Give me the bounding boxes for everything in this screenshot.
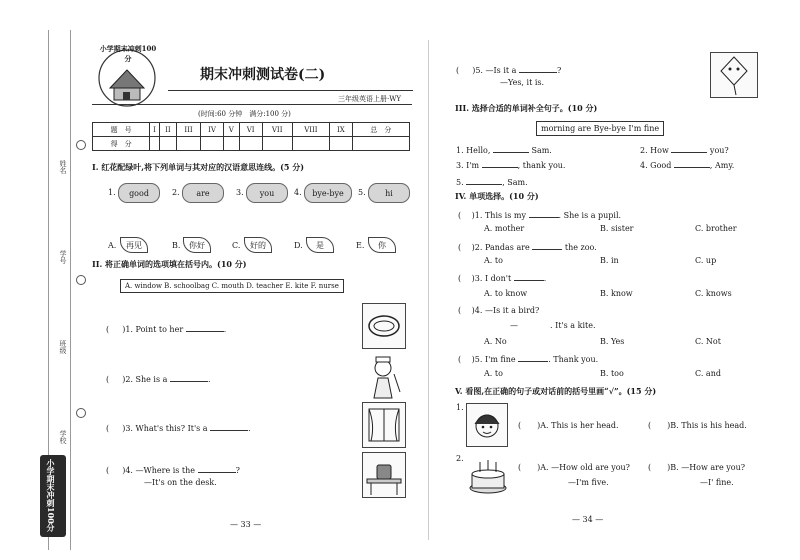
option-b: B. too xyxy=(600,369,624,378)
score-table-header-row xyxy=(93,123,410,137)
answer-blank[interactable] xyxy=(210,421,248,431)
item-3-2 xyxy=(640,143,729,155)
option-c: C. up xyxy=(695,256,717,265)
strip-badge-text: 小学期末冲刺100分 xyxy=(46,459,56,532)
window-picture xyxy=(362,402,406,448)
item-text: Sam. xyxy=(531,146,552,155)
item-punct: . xyxy=(223,325,227,334)
answer-blank[interactable] xyxy=(518,352,548,362)
cut-line-2 xyxy=(70,30,71,550)
word-cloud-5[interactable]: hi xyxy=(368,183,410,203)
page-number-left: — 33 — xyxy=(230,520,262,529)
score-cell[interactable] xyxy=(223,137,239,151)
schoolbag-picture xyxy=(362,452,406,498)
item-text: ( )5. I'm fine xyxy=(458,355,516,364)
item-5-1-option-a[interactable]: ( )A. This is her head. xyxy=(518,421,619,430)
title-rule xyxy=(168,90,413,91)
answer-blank[interactable] xyxy=(186,322,224,332)
page-divider xyxy=(428,40,429,540)
binding-hole-icon xyxy=(76,408,86,418)
option-a: A. to xyxy=(484,256,503,265)
answer-blank[interactable] xyxy=(532,240,562,250)
item-5-1-num: 1. xyxy=(456,403,464,412)
name-field-label: 姓名 xyxy=(59,160,67,174)
word-cloud-4[interactable]: bye-bye xyxy=(304,183,352,203)
word-3-num: 3. xyxy=(236,188,244,197)
item-punct: . xyxy=(248,424,251,433)
window-icon xyxy=(363,403,405,447)
table-cell: 题 号 xyxy=(93,123,150,137)
answer-blank[interactable] xyxy=(671,143,707,153)
binding-strip xyxy=(0,0,95,560)
item-text: —Is it a xyxy=(485,66,517,75)
item-text: . xyxy=(543,274,547,283)
item-4-4: ( )4. —Is it a bird? xyxy=(458,306,540,315)
item-text: 2. How xyxy=(640,146,669,155)
student-id-field-label: 学号 xyxy=(59,250,67,264)
section-2-word-bank: A. window B. schoolbag C. mouth D. teacher E. kite F. nurse xyxy=(120,279,344,293)
item-number: ( )4. xyxy=(106,466,133,475)
item-2-5-answer: —Yes, it is. xyxy=(500,78,545,87)
word-5-num: 5. xyxy=(358,188,366,197)
item-number: ( )2. xyxy=(106,375,133,384)
meaning-d-letter: D. xyxy=(294,241,303,250)
item-5-2-num: 2. xyxy=(456,454,464,463)
answer-blank[interactable] xyxy=(493,143,529,153)
option-c: C. brother xyxy=(695,224,737,233)
item-punct: ? xyxy=(556,66,562,75)
item-punct: . xyxy=(207,375,211,384)
meaning-e-letter: E. xyxy=(356,241,365,250)
item-text: 3. I'm xyxy=(456,161,480,170)
section-2-title: II. 将正确单词的选项填在括号内。(10 分) xyxy=(92,259,247,269)
item-2-5 xyxy=(456,63,561,76)
answer-blank[interactable] xyxy=(198,463,236,473)
score-cell[interactable] xyxy=(262,137,292,151)
kite-picture xyxy=(710,52,758,98)
logo-text: 小学期末冲刺100分 xyxy=(99,44,157,63)
score-table xyxy=(92,122,410,151)
item-3-5 xyxy=(456,175,528,187)
table-cell: V xyxy=(223,123,239,137)
meaning-leaf-e[interactable]: 你 xyxy=(368,237,396,253)
section-4-title: IV. 单项选择。(10 分) xyxy=(455,191,539,201)
item-5-2-option-a-reply: —I'm five. xyxy=(568,478,609,487)
item-text: , Sam. xyxy=(502,178,528,187)
girl-head-icon xyxy=(467,404,507,446)
item-text: 4. Good xyxy=(640,161,672,170)
section-3-title: III. 选择合适的单词补全句子。(10 分) xyxy=(455,103,598,113)
word-4-num: 4. xyxy=(294,188,302,197)
table-cell: III xyxy=(176,123,200,137)
item-2-2 xyxy=(106,372,211,385)
item-text: Point to her xyxy=(135,325,184,334)
option-b: B. Yes xyxy=(600,337,625,346)
word-2-num: 2. xyxy=(172,188,180,197)
table-cell: 总 分 xyxy=(352,123,409,137)
nurse-icon xyxy=(362,352,404,400)
option-a: A. to know xyxy=(484,289,528,298)
item-2-4-line2: —It's on the desk. xyxy=(144,478,217,487)
table-cell: 得 分 xyxy=(93,137,150,151)
item-5-2-option-b-reply: —I' fine. xyxy=(700,478,734,487)
cake-picture xyxy=(466,454,510,496)
score-cell[interactable] xyxy=(150,137,160,151)
item-text: —Where is the xyxy=(135,466,196,475)
score-table-score-row xyxy=(93,137,410,151)
score-cell[interactable] xyxy=(330,137,353,151)
table-cell: VII xyxy=(262,123,292,137)
item-number: ( )1. xyxy=(106,325,133,334)
answer-blank[interactable] xyxy=(482,158,518,168)
section-5-title: V. 看图,在正确的句子或对话前的括号里画“√”。(15 分) xyxy=(455,386,657,396)
brand-logo xyxy=(92,42,162,110)
score-cell[interactable] xyxy=(159,137,176,151)
option-c: C. Not xyxy=(695,337,721,346)
option-c: C. knows xyxy=(695,289,732,298)
item-number: ( )5. xyxy=(456,66,483,75)
girl-picture xyxy=(466,403,508,447)
item-punct: ? xyxy=(235,466,240,475)
score-cell[interactable] xyxy=(176,137,200,151)
meaning-leaf-b[interactable]: 你好 xyxy=(183,237,211,253)
answer-blank[interactable] xyxy=(466,175,502,185)
birthday-cake-icon xyxy=(466,454,510,496)
answer-blank[interactable] xyxy=(519,63,557,73)
strip-badge xyxy=(40,455,66,537)
table-cell: I xyxy=(150,123,160,137)
word-1-num: 1. xyxy=(108,188,116,197)
page-number-right: — 34 — xyxy=(572,515,604,524)
meaning-leaf-c[interactable]: 好的 xyxy=(244,237,272,253)
item-text: you? xyxy=(709,146,729,155)
option-a: A. to xyxy=(484,369,503,378)
answer-blank[interactable] xyxy=(529,208,559,218)
section-1-title: I. 红花配绿叶,将下列单词与其对应的汉语意思连线。(5 分) xyxy=(92,162,305,172)
item-text: . She is a pupil. xyxy=(558,211,622,220)
meaning-b-letter: B. xyxy=(172,241,181,250)
item-text: ( )3. I don't xyxy=(458,274,512,283)
mouth-icon xyxy=(363,304,405,348)
item-text: . Thank you. xyxy=(548,355,599,364)
option-b: B. in xyxy=(600,256,619,265)
mouth-picture xyxy=(362,303,406,349)
option-c: C. and xyxy=(695,369,721,378)
score-cell[interactable] xyxy=(239,137,262,151)
item-2-4 xyxy=(106,463,240,476)
item-4-4-line2: — . It's a kite. xyxy=(510,321,596,330)
item-text: the zoo. xyxy=(564,243,597,252)
item-number: ( )3. xyxy=(106,424,133,433)
score-cell[interactable] xyxy=(201,137,224,151)
table-cell: VI xyxy=(239,123,262,137)
item-2-3 xyxy=(106,421,251,434)
score-cell[interactable] xyxy=(352,137,409,151)
word-cloud-2[interactable]: are xyxy=(182,183,224,203)
option-a: A. No xyxy=(484,337,507,346)
option-b: B. sister xyxy=(600,224,634,233)
item-2-1 xyxy=(106,322,226,335)
item-4-3 xyxy=(458,271,546,284)
nurse-picture xyxy=(362,352,404,400)
answer-blank[interactable] xyxy=(674,158,710,168)
item-3-1 xyxy=(456,143,552,155)
table-cell: II xyxy=(159,123,176,137)
answer-blank[interactable] xyxy=(514,271,544,281)
word-cloud-3[interactable]: you xyxy=(246,183,288,203)
item-4-2 xyxy=(458,240,597,253)
schoolbag-on-desk-icon xyxy=(363,453,405,497)
item-text: ( )2. Pandas are xyxy=(458,243,530,252)
item-3-4 xyxy=(640,158,734,170)
class-field-label: 班级 xyxy=(59,340,67,354)
table-cell: VIII xyxy=(292,123,329,137)
kite-icon xyxy=(711,53,757,97)
item-text: 1. Hello, xyxy=(456,146,491,155)
item-text: , thank you. xyxy=(517,161,566,170)
section-3-word-bank: morning are Bye-bye I'm fine xyxy=(536,121,664,136)
item-3-3 xyxy=(456,158,565,170)
word-cloud-1[interactable]: good xyxy=(118,183,160,203)
item-text: , Amy. xyxy=(709,161,735,170)
option-a: A. mother xyxy=(484,224,525,233)
item-4-5 xyxy=(458,352,598,365)
item-5-1-option-b[interactable]: ( )B. This is his head. xyxy=(648,421,747,430)
item-text: 5. xyxy=(456,178,464,187)
school-field-label: 学校 xyxy=(59,430,67,444)
score-cell[interactable] xyxy=(292,137,329,151)
item-text: ( )1. This is my xyxy=(458,211,526,220)
item-4-1 xyxy=(458,208,621,221)
item-text: She is a xyxy=(135,375,168,384)
option-b: B. know xyxy=(600,289,633,298)
binding-hole-icon xyxy=(76,275,86,285)
table-cell: IV xyxy=(201,123,224,137)
meaning-leaf-d[interactable]: 是 xyxy=(306,237,334,253)
time-score-note: (时间:60 分钟 满分:100 分) xyxy=(198,110,291,118)
meaning-a-letter: A. xyxy=(108,241,117,250)
subtitle: 三年级英语上册·WY xyxy=(338,95,402,103)
meaning-c-letter: C. xyxy=(232,241,241,250)
item-5-2-option-b[interactable]: ( )B. —How are you? xyxy=(648,463,746,472)
item-5-2-option-a[interactable]: ( )A. —How old are you? xyxy=(518,463,630,472)
binding-hole-icon xyxy=(76,140,86,150)
item-text: What's this? It's a xyxy=(135,424,208,433)
answer-blank[interactable] xyxy=(170,372,208,382)
table-cell: IX xyxy=(330,123,353,137)
subtitle-rule xyxy=(92,104,412,105)
meaning-leaf-a[interactable]: 再见 xyxy=(120,237,148,253)
page-title: 期末冲刺测试卷(二) xyxy=(200,67,326,83)
